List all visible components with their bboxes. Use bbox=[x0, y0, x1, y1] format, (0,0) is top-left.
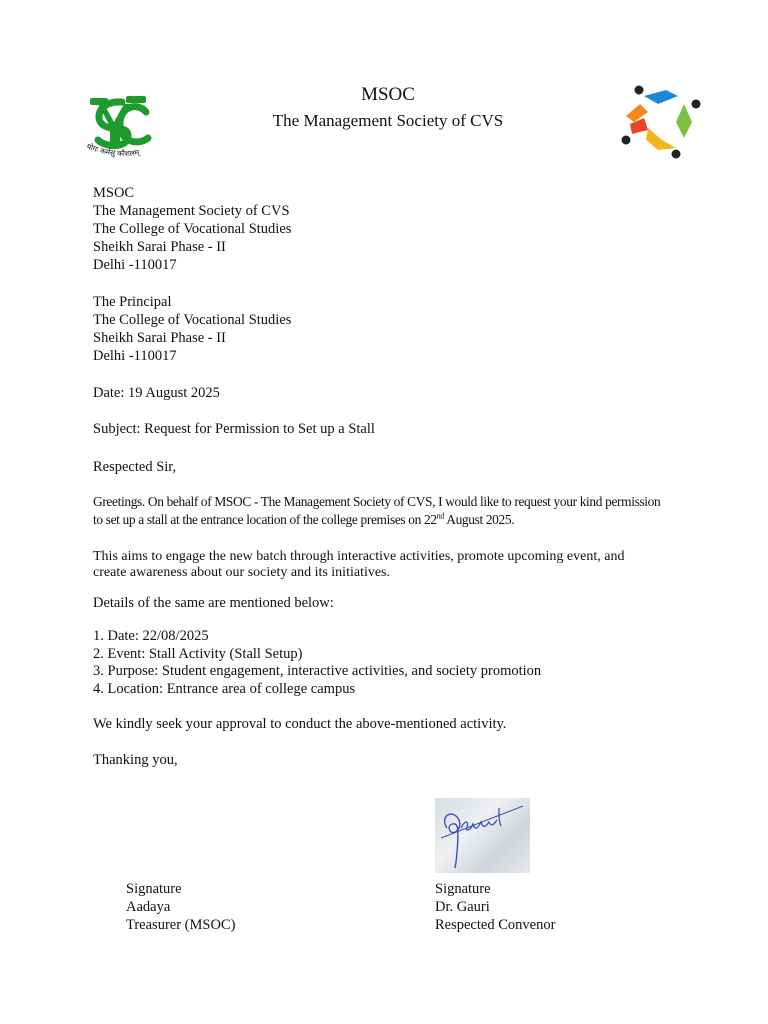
signature-label: Signature bbox=[126, 881, 182, 897]
paragraph-line: This aims to engage the new batch through interactive activities, promote upcoming event, and bbox=[93, 549, 625, 564]
emblem-motto-text: योगः कर्मसु कौशलम् bbox=[85, 142, 140, 159]
org-abbreviation: MSOC bbox=[361, 84, 415, 105]
sender-address bbox=[93, 184, 291, 274]
list-item: 1. Date: 22/08/2025 bbox=[93, 628, 209, 644]
recipient-line: The College of Vocational Studies bbox=[93, 312, 292, 328]
sender-line: MSOC bbox=[93, 185, 135, 201]
details-intro: Details of the same are mentioned below: bbox=[93, 595, 334, 611]
list-item: 4. Location: Entrance area of college campus bbox=[93, 680, 356, 697]
paragraph-line bbox=[93, 511, 733, 529]
signatory-name: Dr. Gauri bbox=[435, 899, 490, 915]
sender-line: The College of Vocational Studies bbox=[93, 221, 292, 237]
signatory-role: Treasurer (MSOC) bbox=[126, 917, 236, 933]
letter-date: Date: 19 August 2025 bbox=[93, 385, 220, 401]
sender-line: Sheikh Sarai Phase - II bbox=[93, 239, 226, 255]
signatory-role: Respected Convenor bbox=[435, 917, 556, 933]
paragraph-text: August 2025. bbox=[443, 512, 515, 527]
college-emblem-logo bbox=[84, 94, 164, 166]
letter-subject: Subject: Request for Permission to Set up a Stall bbox=[93, 421, 375, 437]
recipient-address bbox=[93, 293, 291, 365]
svg-text:योगः कर्मसु कौशलम् bbox=[85, 142, 140, 159]
signature-block-treasurer bbox=[126, 880, 235, 934]
closing: Thanking you, bbox=[93, 752, 178, 768]
paragraph-line: create awareness about our society and its initiatives. bbox=[93, 565, 391, 580]
paragraph-line: Greetings. On behalf of MSOC - The Management Society of CVS, I would like to request your kind permission bbox=[93, 494, 661, 509]
handwritten-signature-icon bbox=[435, 798, 530, 873]
recipient-line: Delhi -110017 bbox=[93, 348, 177, 364]
recipient-line: The Principal bbox=[93, 294, 172, 310]
sender-line: The Management Society of CVS bbox=[93, 203, 290, 219]
org-full-name: The Management Society of CVS bbox=[272, 111, 504, 130]
approval-request: We kindly seek your approval to conduct the above-mentioned activity. bbox=[93, 716, 507, 732]
paragraph-aim bbox=[93, 549, 733, 581]
paragraph-request bbox=[93, 493, 733, 529]
signature-block-convenor bbox=[435, 880, 555, 934]
salutation: Respected Sir, bbox=[93, 459, 177, 475]
ordinal-suffix: nd bbox=[436, 511, 444, 521]
details-list bbox=[93, 628, 541, 698]
recipient-line: Sheikh Sarai Phase - II bbox=[93, 330, 226, 346]
msoc-logo-icon bbox=[618, 82, 702, 160]
list-item: 2. Event: Stall Activity (Stall Setup) bbox=[93, 645, 303, 662]
list-item: 3. Purpose: Student engagement, interactive activities, and society promotion bbox=[93, 663, 542, 679]
emblem-motto-arc bbox=[84, 142, 164, 164]
signature-label: Signature bbox=[435, 881, 491, 897]
paragraph-text: to set up a stall at the entrance location of the college premises on 22 bbox=[93, 512, 437, 527]
signature-image bbox=[435, 798, 530, 873]
sender-line: Delhi -110017 bbox=[93, 257, 177, 273]
msoc-society-logo bbox=[618, 82, 702, 160]
signatory-name: Aadaya bbox=[126, 899, 171, 915]
